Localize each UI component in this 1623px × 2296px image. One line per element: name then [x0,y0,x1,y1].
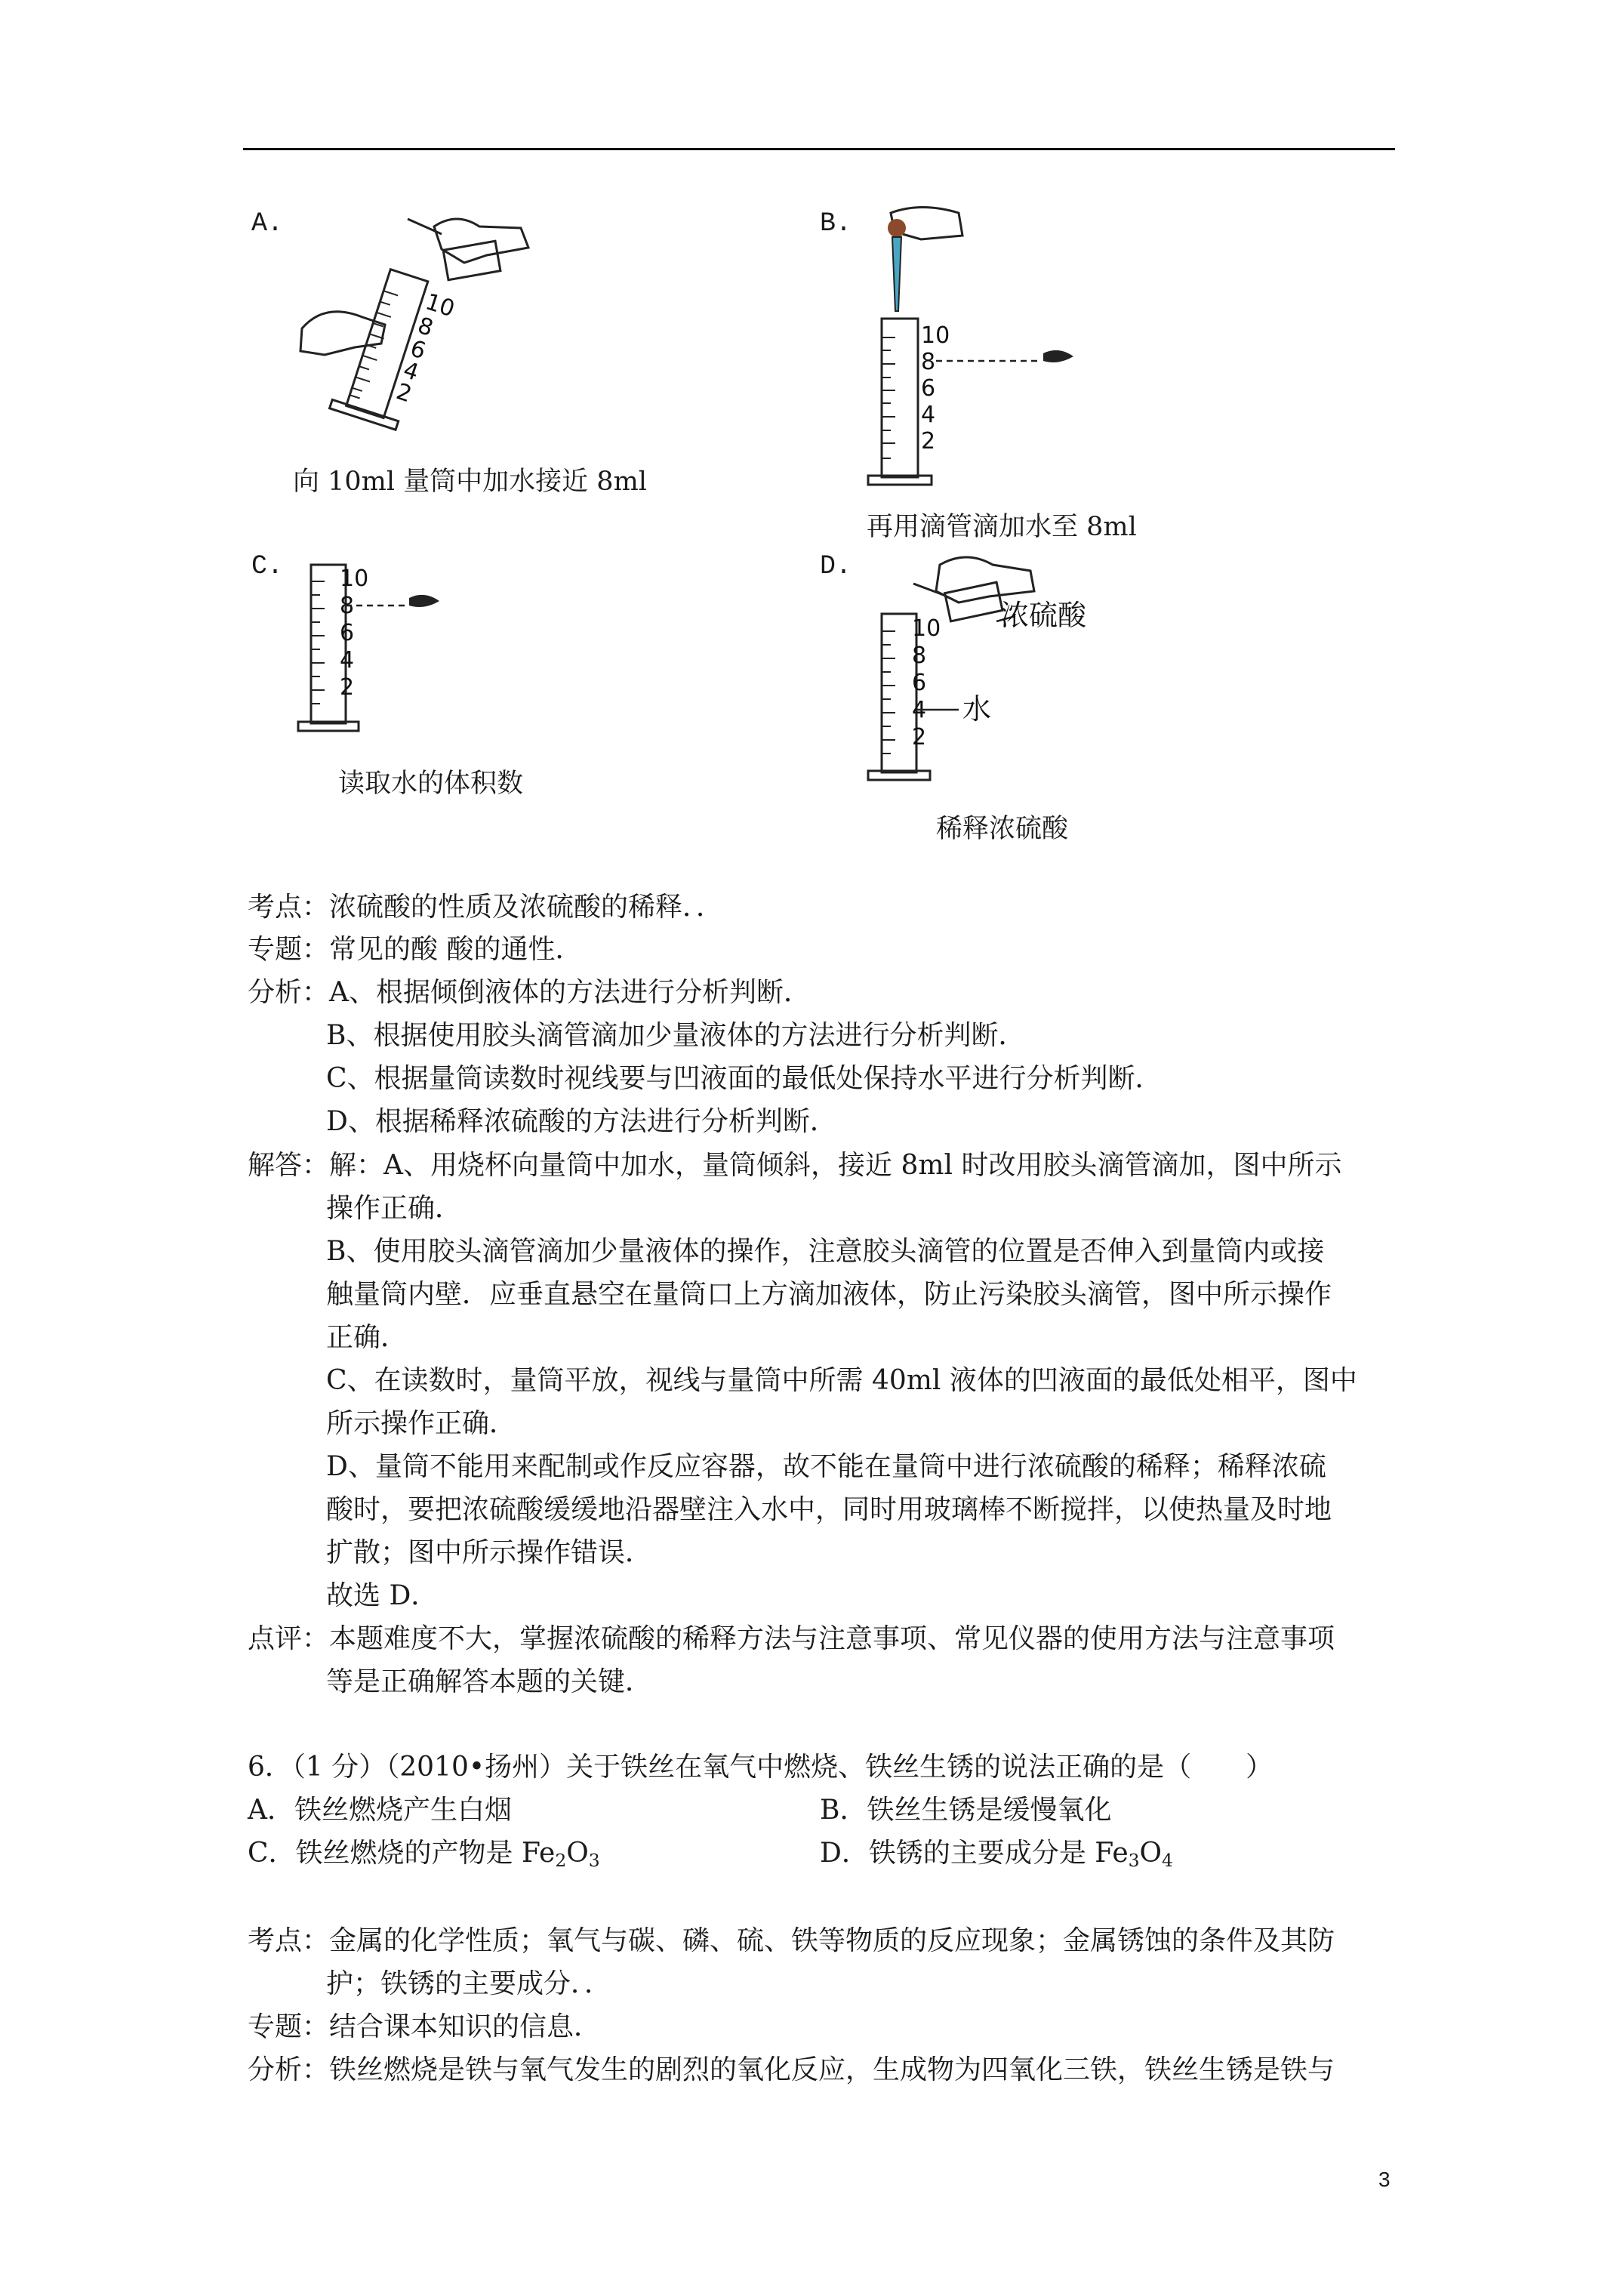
option-b-letter: B. [820,208,852,239]
fig-c-scale-4: 4 [340,647,355,673]
header-rule [243,148,1395,150]
fig-a-scale-4: 4 [399,356,422,387]
figure-a-pour-water [294,204,544,448]
fig-b-scale-2: 2 [921,428,936,455]
q5-jieda-7: 所示操作正确． [326,1408,517,1439]
q6-option-c: C．铁丝燃烧的产物是 $Fe_2O_3$ [248,1838,600,1871]
fig-a-scale-6: 6 [407,335,430,365]
option-d-caption: 稀释浓硫酸 [936,814,1069,844]
q6-option-b: B．铁丝生锈是缓慢氧化 [820,1795,1112,1826]
fig-c-scale-8: 8 [340,593,355,619]
q5-jieda-2: 操作正确． [326,1193,463,1224]
q5-jieda-9: 酸时，要把浓硫酸缓缓地沿器壁注入水中，同时用玻璃棒不断搅拌，以使热量及时地 [326,1494,1332,1525]
q6-zhuanti: 专题：结合课本知识的信息． [248,2011,602,2042]
q6-kaodian-2: 护；铁锈的主要成分．． [326,1968,612,1999]
q5-jieda-6: C、在读数时，量筒平放，视线与量筒中所需 40ml 液体的凹液面的最低处相平，图中 [326,1365,1357,1396]
q5-dianping-1: 点评：本题难度不大，掌握浓硫酸的稀释方法与注意事项、常见仪器的使用方法与注意事项 [248,1623,1335,1654]
figure-d-dilute-acid [861,550,1132,794]
q6-stem: 6．（1 分）（2010•扬州）关于铁丝在氧气中燃烧、铁丝生锈的说法正确的是（ ） [248,1752,1273,1783]
fig-c-scale-2: 2 [340,674,355,701]
option-d-letter: D. [820,551,852,581]
q5-jieda-10: 扩散；图中所示操作错误． [326,1537,653,1568]
q5-jieda-4: 触量筒内壁．应垂直悬空在量筒口上方滴加液体，防止污染胶头滴管，图中所示操作 [326,1279,1332,1310]
option-c-caption: 读取水的体积数 [338,769,524,799]
figure-c-read-volume [294,559,521,743]
option-b-caption: 再用滴管滴加水至 8ml [867,512,1137,542]
q5-fenxi-d: D、根据稀释浓硫酸的方法进行分析判断． [326,1106,837,1137]
q6-option-d: D．铁锈的主要成分是 $Fe_3O_4$ [820,1838,1173,1871]
q5-jieda-3: B、使用胶头滴管滴加少量液体的操作，注意胶头滴管的位置是否伸入到量筒内或接 [326,1236,1325,1267]
fig-b-scale-10: 10 [921,322,950,349]
fig-a-scale-2: 2 [393,378,415,408]
fig-d-scale-4: 4 [912,697,927,723]
option-a-caption: 向 10ml 量筒中加水接近 8ml [293,467,647,497]
fig-d-scale-10: 10 [912,615,941,642]
page-number: 3 [1378,2168,1390,2191]
fig-c-scale-6: 6 [340,620,355,646]
fig-c-scale-10: 10 [340,566,369,592]
fig-d-scale-6: 6 [912,670,927,696]
option-a-letter: A. [251,208,284,239]
fig-b-scale-8: 8 [921,349,936,375]
q5-jieda-5: 正确． [326,1322,408,1353]
q5-jieda-8: D、量筒不能用来配制或作反应容器，故不能在量筒中进行浓硫酸的稀释；稀释浓硫 [326,1451,1326,1482]
q5-jieda-1: 解答：解：A、用烧杯向量筒中加水，量筒倾斜，接近 8ml 时改用胶头滴管滴加，图中所示 [248,1150,1342,1181]
q6-fenxi: 分析：铁丝燃烧是铁与氧气发生的剧烈的氧化反应，生成物为四氧化三铁，铁丝生锈是铁与 [248,2054,1335,2085]
q5-fenxi-c: C、根据量筒读数时视线要与凹液面的最低处保持水平进行分析判断． [326,1063,1163,1094]
q5-dianping-2: 等是正确解答本题的关键． [326,1666,653,1697]
fig-d-label-water: 水 [962,692,992,726]
fig-d-scale-2: 2 [912,724,927,750]
fig-a-scale-10: 10 [422,288,458,323]
figure-b-dropper [861,205,1087,495]
fig-d-label-acid: 浓硫酸 [1000,599,1087,632]
q6-kaodian-1: 考点：金属的化学性质；氧气与碳、磷、硫、铁等物质的反应现象；金属锈蚀的条件及其防 [248,1925,1335,1956]
fig-a-scale-8: 8 [414,312,437,342]
q5-kaodian: 考点：浓硫酸的性质及浓硫酸的稀释．． [248,892,724,923]
fig-d-scale-8: 8 [912,643,927,669]
fig-b-scale-6: 6 [921,375,936,402]
fig-b-scale-4: 4 [921,402,936,428]
q5-jieda-11: 故选 D． [326,1580,439,1611]
q5-fenxi-b: B、根据使用胶头滴管滴加少量液体的方法进行分析判断． [326,1020,1026,1051]
q6-option-a: A．铁丝燃烧产生白烟 [248,1795,512,1826]
q5-fenxi-a: 分析：A、根据倾倒液体的方法进行分析判断． [248,977,811,1008]
q5-zhuanti: 专题：常见的酸 酸的通性． [248,934,583,965]
option-c-letter: C. [251,551,284,581]
